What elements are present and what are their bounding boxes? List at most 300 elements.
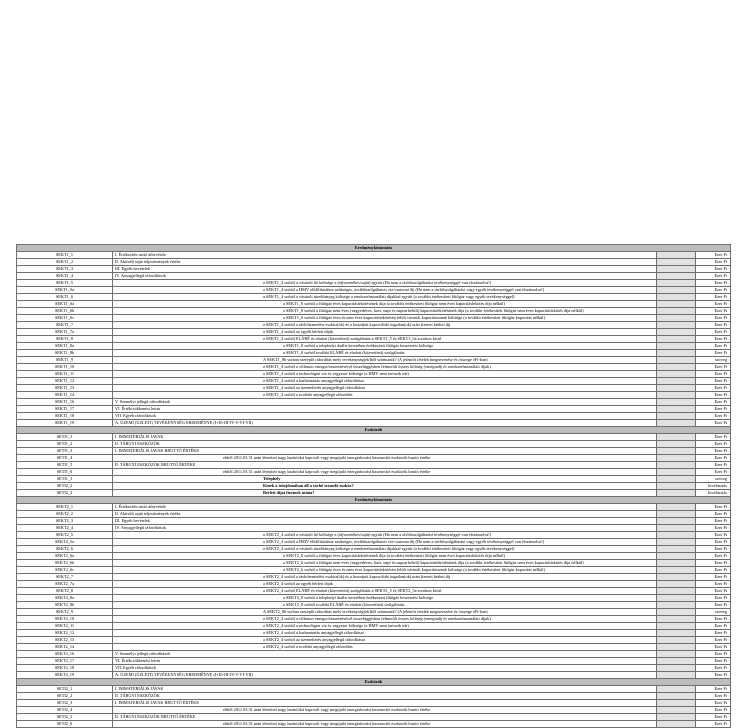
row-unit: Ezer Ft	[696, 644, 731, 651]
row-unit: Ezer Ft	[696, 588, 731, 595]
row-unit: Ezer Ft	[696, 343, 731, 350]
row-unit: Ezer Ft	[696, 252, 731, 259]
row-description: a SEKT2_4 sorból a vásárolt tüzelőanyag költsége a rendszerhasználati díjakkal együtt (a további értékesített fűtőgáz vagy egyéb tevékenységgel)	[113, 546, 657, 553]
table-row	[17, 630, 731, 637]
data-sheet-body	[17, 245, 731, 728]
value-input-cell[interactable]	[657, 371, 696, 378]
table-row	[17, 665, 731, 672]
row-unit: Ezer Ft	[696, 574, 731, 581]
row-description: a SEKT2_8 sorból további ELÁBÉ és eladott (közvetített) szolgáltatás	[113, 602, 657, 609]
table-row	[17, 350, 731, 357]
value-input-cell[interactable]	[657, 378, 696, 385]
row-code: SEKT1_8b	[17, 350, 113, 357]
row-unit: Ezer Ft	[696, 371, 731, 378]
value-input-cell[interactable]	[657, 539, 696, 546]
value-input-cell[interactable]	[657, 469, 696, 476]
value-input-cell[interactable]	[657, 483, 696, 490]
table-row	[17, 483, 731, 490]
row-description: II. Aktivált saját teljesítmények értéke	[113, 259, 657, 266]
row-unit: Ezer Ft	[696, 301, 731, 308]
row-unit: Ezer Ft	[696, 700, 731, 707]
table-row	[17, 525, 731, 532]
table-row	[17, 539, 731, 546]
row-unit: Ezer Ft	[696, 616, 731, 623]
value-input-cell[interactable]	[657, 637, 696, 644]
value-input-cell[interactable]	[657, 420, 696, 427]
row-unit: Ezer Ft	[696, 329, 731, 336]
row-unit: Ezer Ft	[696, 294, 731, 301]
table-row	[17, 637, 731, 644]
row-code: SEKT1_6	[17, 294, 113, 301]
row-description: II. TÁRGYI ESZKÖZÖK BRUTTÓ ÉRTÉKE	[113, 462, 657, 469]
row-unit: Ezer Ft	[696, 658, 731, 665]
row-code: SETI2_5	[17, 714, 113, 721]
row-code: SEKT1_14	[17, 392, 113, 399]
row-unit: szöveg	[696, 609, 731, 616]
value-input-cell[interactable]	[657, 406, 696, 413]
row-description: a SEKT2_4 sorból a karbantartás anyagjellegű ráfordításai	[113, 630, 657, 637]
value-input-cell[interactable]	[657, 518, 696, 525]
value-input-cell[interactable]	[657, 441, 696, 448]
value-input-cell[interactable]	[657, 560, 696, 567]
table-row	[17, 343, 731, 350]
row-unit: Ezer Ft	[696, 672, 731, 679]
value-input-cell[interactable]	[657, 308, 696, 315]
row-code: SEKT2_7	[17, 574, 113, 581]
row-code: SETI2_4	[17, 707, 113, 714]
row-description: A SEKT1_8b sorban szereplő ráfordítás mely tevékenység(ek)ből származik? (A jelentős tételek megnevezése és összege eFt-ban)	[113, 357, 657, 364]
row-code: SEKT1_17	[17, 406, 113, 413]
row-description: A SEKT2_8b sorban szereplő ráfordítás mely tevékenység(ek)ből származik? (A jelentős tételek megnevezése és összege eFt-ban)	[113, 609, 657, 616]
row-unit: Ezer Ft	[696, 721, 731, 728]
row-code: SETI1_2	[17, 441, 113, 448]
row-code: SEKT1_7a	[17, 329, 113, 336]
row-code: SETI1_4	[17, 455, 113, 462]
row-code: SEKT1_10	[17, 364, 113, 371]
table-row	[17, 371, 731, 378]
value-input-cell[interactable]	[657, 266, 696, 273]
row-unit: Ezer Ft	[696, 469, 731, 476]
row-code: SETI1_1	[17, 476, 113, 483]
value-input-cell[interactable]	[657, 490, 696, 497]
row-description: I. IMMATERIÁLIS JAVAK BRUTTÓ ÉRTÉKE	[113, 448, 657, 455]
row-code: SETI1_5	[17, 462, 113, 469]
row-unit: Ezer Ft	[696, 336, 731, 343]
value-input-cell[interactable]	[657, 448, 696, 455]
row-code: SEKT2_6c	[17, 567, 113, 574]
value-input-cell[interactable]	[657, 567, 696, 574]
section-header	[17, 679, 731, 686]
row-code: SEKT2_6	[17, 546, 113, 553]
table-row	[17, 560, 731, 567]
table-row	[17, 511, 731, 518]
value-input-cell[interactable]	[657, 700, 696, 707]
table-row	[17, 707, 731, 714]
table-row	[17, 455, 731, 462]
row-description: a SEKT1_4 sorból a karbantartás anyagjellegű ráfordításai	[113, 378, 657, 385]
row-code: SEKT2_12	[17, 630, 113, 637]
row-unit: Ezer Ft	[696, 462, 731, 469]
row-code: SEKT2_4	[17, 525, 113, 532]
value-input-cell[interactable]	[657, 721, 696, 728]
table-row	[17, 406, 731, 413]
row-unit: szöveg	[696, 476, 731, 483]
row-code: SEKT1_2	[17, 259, 113, 266]
row-code: SEKT1_18	[17, 413, 113, 420]
value-input-cell[interactable]	[657, 357, 696, 364]
table-row	[17, 651, 731, 658]
table-row	[17, 504, 731, 511]
section-title: Eredménykimutatás	[17, 497, 731, 504]
row-unit: Ezer Ft	[696, 273, 731, 280]
row-code: SEKT2_9	[17, 609, 113, 616]
value-input-cell[interactable]	[657, 301, 696, 308]
table-row	[17, 602, 731, 609]
row-unit: Ezer Ft	[696, 259, 731, 266]
row-code: SEKT2_18	[17, 665, 113, 672]
row-code: SEKT1_12	[17, 378, 113, 385]
value-input-cell[interactable]	[657, 672, 696, 679]
value-input-cell[interactable]	[657, 707, 696, 714]
row-unit: Ezer Ft	[696, 385, 731, 392]
row-description: a SEKT1_4 sorból a vásárolt hő költsége a (tájvezetékes/saját) együtt (Ha nem a távhőszolgáltatási tevékenységgel van elszámolva!)	[113, 280, 657, 287]
table-row	[17, 448, 731, 455]
value-input-cell[interactable]	[657, 280, 696, 287]
row-code: SEKT2_2	[17, 511, 113, 518]
row-code: SETI2_6	[17, 721, 113, 728]
row-code: SEKT2_13	[17, 637, 113, 644]
table-row	[17, 280, 731, 287]
row-description: a SEKT1_8 sorból további ELÁBÉ és eladott (közvetített) szolgáltatás	[113, 350, 657, 357]
row-code: SEKT1_3	[17, 266, 113, 273]
row-description: ebből 2011.03.31 után létesített nagy hatásfokú kapcsolt vagy megújuló energiaforrást hasznosító eszközök bruttó értéke	[113, 455, 657, 462]
row-description: a SEKT2_4 sorból ELÁBÉ és eladott (közvetített) szolgáltatás a SEKT2_5 és SEKT2_5a sorokon kívül	[113, 588, 657, 595]
table-row	[17, 644, 731, 651]
row-description: ebből 2011.03.31 után létesített nagy hatásfokú kapcsolt vagy megújuló energiaforrást hasznosító eszközök bruttó értéke	[113, 721, 657, 728]
row-description: a SEKT1_8 sorból a telephelyi duális keretében értékesített fűtőgáz beszerzési költsége	[113, 343, 657, 350]
row-unit: Ezer Ft	[696, 511, 731, 518]
row-description: a SEKT1_6 sorból a fűtőgáz éves és nem éves kapacitáslekötésén felüli vásárolt kapacitásainak költsége (a további értékesített fűtőgáz kapacitás nélkül)	[113, 315, 657, 322]
row-unit: Ezer Ft	[696, 623, 731, 630]
row-code: SETI1_3	[17, 448, 113, 455]
table-row	[17, 294, 731, 301]
row-code: SEKT2_5a	[17, 539, 113, 546]
value-input-cell[interactable]	[657, 609, 696, 616]
table-row	[17, 476, 731, 483]
table-row	[17, 420, 731, 427]
row-unit: Ezer Ft	[696, 504, 731, 511]
table-row	[17, 322, 731, 329]
row-unit: Ezer Ft	[696, 441, 731, 448]
row-unit: Ezer Ft	[696, 539, 731, 546]
value-input-cell[interactable]	[657, 336, 696, 343]
row-description: a SEKT2_6 sorból a fűtőgáz éves kapacitáslekötésének díja (a további értékesített fűtőgáz nem éves kapacitáslekötés díja nélkül)	[113, 553, 657, 560]
value-input-cell[interactable]	[657, 525, 696, 532]
table-row	[17, 546, 731, 553]
row-description: VI. Értékcsökkenési leírás	[113, 406, 657, 413]
value-input-cell[interactable]	[657, 259, 696, 266]
row-description: a SEKT2_4 sorból az egyéb bérleti díjak	[113, 581, 657, 588]
row-description: Kinek a tulajdonában áll a távhő termelő eszköz?	[113, 483, 657, 490]
table-row	[17, 595, 731, 602]
table-row	[17, 532, 731, 539]
value-input-cell[interactable]	[657, 462, 696, 469]
row-unit: Ezer Ft	[696, 315, 731, 322]
row-description: I. Értékesítés nettó árbevétele	[113, 252, 657, 259]
row-code: SEKT2_6b	[17, 560, 113, 567]
row-code: SEKT1_19	[17, 420, 113, 427]
value-input-cell[interactable]	[657, 616, 696, 623]
row-unit: Ezer Ft	[696, 399, 731, 406]
row-code: SEKT2_8b	[17, 602, 113, 609]
table-row	[17, 315, 731, 322]
row-description: VII. Egyéb ráfordítások	[113, 413, 657, 420]
row-unit: Ezer Ft	[696, 364, 731, 371]
row-code: SEKT1_4	[17, 273, 113, 280]
row-description: a SEKT2_4 sorból a távhőtermelési eszköz(ök) és a hozzájuk kapcsolódó ingatlan(ok) után fizetett bérleti díj	[113, 574, 657, 581]
row-code: SEKT1_7	[17, 322, 113, 329]
value-input-cell[interactable]	[657, 315, 696, 322]
value-input-cell[interactable]	[657, 413, 696, 420]
row-description: a SEKT2_4 sorból a villamos energia beszerzésével összefüggésben felmerült összes költség (energiadíj és rendszerhasználati díjak)	[113, 616, 657, 623]
row-code: SEKT2_1	[17, 504, 113, 511]
row-description: III. Egyéb bevételek	[113, 266, 657, 273]
row-description: IV. Anyagjellegű ráfordítások	[113, 525, 657, 532]
row-code: SEKT2_8a	[17, 595, 113, 602]
row-code: SEKT2_17	[17, 658, 113, 665]
table-row	[17, 252, 731, 259]
row-code: SEKT1_5	[17, 280, 113, 287]
row-code: SEKT2_7a	[17, 581, 113, 588]
value-input-cell[interactable]	[657, 364, 696, 371]
row-unit: szöveg	[696, 357, 731, 364]
row-unit: Ezer Ft	[696, 434, 731, 441]
row-description: V. Személyi jellegű ráfordítások	[113, 399, 657, 406]
value-input-cell[interactable]	[657, 546, 696, 553]
value-input-cell[interactable]	[657, 252, 696, 259]
row-description: II. TÁRGYI ESZKÖZÖK	[113, 693, 657, 700]
table-row	[17, 385, 731, 392]
table-row	[17, 392, 731, 399]
table-row	[17, 266, 731, 273]
row-unit: Ezer Ft	[696, 707, 731, 714]
row-unit: Ezer Ft	[696, 637, 731, 644]
row-unit: Ezer Ft	[696, 378, 731, 385]
table-row	[17, 490, 731, 497]
row-description: II. Aktivált saját teljesítmények értéke	[113, 511, 657, 518]
section-title: Eszközök	[17, 679, 731, 686]
row-description: II. TÁRGYI ESZKÖZÖK	[113, 441, 657, 448]
row-description: II. TÁRGYI ESZKÖZÖK BRUTTÓ ÉRTÉKE	[113, 714, 657, 721]
row-unit: Ezer Ft	[696, 630, 731, 637]
table-row	[17, 616, 731, 623]
row-code: SETI2_3	[17, 490, 113, 497]
value-input-cell[interactable]	[657, 287, 696, 294]
value-input-cell[interactable]	[657, 693, 696, 700]
row-description: A. ÜZEMI (ÜZLETI) TEVÉKENYSÉG EREDMÉNYE (I+II+III-IV-V-VI-VII)	[113, 420, 657, 427]
value-input-cell[interactable]	[657, 532, 696, 539]
row-description: a SEKT1_4 sorból ELÁBÉ és eladott (közvetített) szolgáltatás a SEKT1_5 és SEKT1_5a sorokon kívül	[113, 336, 657, 343]
table-row	[17, 378, 731, 385]
table-row	[17, 259, 731, 266]
table-row	[17, 357, 731, 364]
row-description: I. IMMATERIÁLIS JAVAK BRUTTÓ ÉRTÉKE	[113, 700, 657, 707]
row-description: a SEKT1_4 sorból az üzemeltetés anyagjellegű ráfordításai	[113, 385, 657, 392]
row-code: SEKT2_11	[17, 623, 113, 630]
value-input-cell[interactable]	[657, 602, 696, 609]
value-input-cell[interactable]	[657, 434, 696, 441]
table-row	[17, 301, 731, 308]
table-row	[17, 308, 731, 315]
section-title: Eredménykimutatás	[17, 245, 731, 252]
row-unit: kiválasztás	[696, 490, 731, 497]
row-code: SETI2_2	[17, 483, 113, 490]
row-description: a SEKT1_6 sorból a fűtőgáz nem éves (negyedéves, havi, napi és napon belüli) kapacitáslekötésének díja (a további értékesített fűtőgáz nem éves kapacitáslekötés díja nélkül)	[113, 308, 657, 315]
value-input-cell[interactable]	[657, 581, 696, 588]
row-unit: Ezer Ft	[696, 665, 731, 672]
value-input-cell[interactable]	[657, 623, 696, 630]
table-row	[17, 609, 731, 616]
row-description: a SEKT2_4 sorból az üzemeltetés anyagjellegű ráfordításai	[113, 637, 657, 644]
table-row	[17, 588, 731, 595]
row-code: SEKT2_6a	[17, 553, 113, 560]
row-unit: Ezer Ft	[696, 287, 731, 294]
value-input-cell[interactable]	[657, 511, 696, 518]
value-input-cell[interactable]	[657, 644, 696, 651]
value-input-cell[interactable]	[657, 588, 696, 595]
row-unit: kiválasztás	[696, 483, 731, 490]
table-row	[17, 462, 731, 469]
value-input-cell[interactable]	[657, 294, 696, 301]
row-description: a SEKT1_4 sorból a vásárolt tüzelőanyag költsége a rendszerhasználati díjakkal együtt (a további értékesített fűtőgáz vagy egyéb tevékenységgel)	[113, 294, 657, 301]
value-input-cell[interactable]	[657, 714, 696, 721]
table-row	[17, 574, 731, 581]
row-unit: Ezer Ft	[696, 448, 731, 455]
row-description: IV. Anyagjellegű ráfordítások	[113, 273, 657, 280]
row-code: SEKT2_19	[17, 672, 113, 679]
row-unit: Ezer Ft	[696, 714, 731, 721]
row-unit: Ezer Ft	[696, 525, 731, 532]
value-input-cell[interactable]	[657, 399, 696, 406]
value-input-cell[interactable]	[657, 665, 696, 672]
row-code: SEKT2_10	[17, 616, 113, 623]
row-description: Telephely	[113, 476, 657, 483]
row-description: VII. Egyéb ráfordítások	[113, 665, 657, 672]
data-sheet-table	[16, 244, 731, 728]
row-unit: Ezer Ft	[696, 651, 731, 658]
row-code: SEKT1_11	[17, 371, 113, 378]
row-description: ebből 2011.03.31 után létesített nagy hatásfokú kapcsolt vagy megújuló energiaforrást hasznosító eszközök bruttó értéke	[113, 469, 657, 476]
value-input-cell[interactable]	[657, 651, 696, 658]
row-unit: Ezer Ft	[696, 420, 731, 427]
value-input-cell[interactable]	[657, 343, 696, 350]
value-input-cell[interactable]	[657, 553, 696, 560]
row-unit: Ezer Ft	[696, 392, 731, 399]
row-unit: Ezer Ft	[696, 693, 731, 700]
row-description: a SEKT1_4 sorból a technológiai víz és vegyszer költsége (a HMV nem tartozik ide)	[113, 371, 657, 378]
row-description: a SEKT2_8 sorból a telephelyi duális keretében értékesített fűtőgáz beszerzési költsége	[113, 595, 657, 602]
value-input-cell[interactable]	[657, 273, 696, 280]
row-description: VI. Értékcsökkenési leírás	[113, 658, 657, 665]
value-input-cell[interactable]	[657, 329, 696, 336]
value-input-cell[interactable]	[657, 574, 696, 581]
row-code: SETI2_3	[17, 700, 113, 707]
value-input-cell[interactable]	[657, 595, 696, 602]
row-code: SEKT1_13	[17, 385, 113, 392]
row-description: V. Személyi jellegű ráfordítások	[113, 651, 657, 658]
value-input-cell[interactable]	[657, 350, 696, 357]
row-code: SEKT2_8	[17, 588, 113, 595]
table-row	[17, 287, 731, 294]
row-code: SEKT2_14	[17, 644, 113, 651]
row-unit: Ezer Ft	[696, 406, 731, 413]
row-code: SEKT1_6a	[17, 301, 113, 308]
value-input-cell[interactable]	[657, 392, 696, 399]
row-description: a SEKT2_4 sorból a vásárolt hő költsége a (tájvezetékes/saját) együtt (Ha nem a távhőszolgáltatási tevékenységgel van elszámolva!)	[113, 532, 657, 539]
table-row	[17, 553, 731, 560]
row-unit: Ezer Ft	[696, 686, 731, 693]
table-row	[17, 693, 731, 700]
row-code: SEKT1_9	[17, 357, 113, 364]
table-row	[17, 700, 731, 707]
row-description: a SEKT2_4 sorból a technológiai víz és vegyszer költsége (a HMV nem tartozik ide)	[113, 623, 657, 630]
row-code: SETI1_6	[17, 469, 113, 476]
row-unit: Ezer Ft	[696, 560, 731, 567]
table-row	[17, 413, 731, 420]
row-code: SEKT2_16	[17, 651, 113, 658]
row-description: a SEKT2_4 sorból a HMV előállításához szükséges, továbbszolgáltatott víz-csatorna díj (Ha nem a távhőszolgáltatási vagy egyéb tevékenységgel van elszámolva!)	[113, 539, 657, 546]
row-code: SEKT1_16	[17, 399, 113, 406]
row-description: Bérleti díjat fizetnek utána?	[113, 490, 657, 497]
table-row	[17, 336, 731, 343]
row-description: I. Értékesítés nettó árbevétele	[113, 504, 657, 511]
value-input-cell[interactable]	[657, 476, 696, 483]
table-row	[17, 567, 731, 574]
row-unit: Ezer Ft	[696, 581, 731, 588]
value-input-cell[interactable]	[657, 322, 696, 329]
row-code: SEKT1_6c	[17, 315, 113, 322]
row-code: SEKT1_5a	[17, 287, 113, 294]
table-row	[17, 658, 731, 665]
row-unit: Ezer Ft	[696, 546, 731, 553]
value-input-cell[interactable]	[657, 658, 696, 665]
row-description: a SEKT2_6 sorból a fűtőgáz nem éves (negyedéves, havi, napi és napon belüli) kapacitáslekötésének díja (a további értékesített fűtőgáz nem éves kapacitáslekötés díja nélkül)	[113, 560, 657, 567]
table-row	[17, 364, 731, 371]
row-code: SEKT2_3	[17, 518, 113, 525]
row-code: SETI2_1	[17, 686, 113, 693]
row-description: a SEKT1_4 sorból a HMV előállításához szükséges, továbbszolgáltatott víz-csatorna díj (Ha nem a távhőszolgáltatási vagy egyéb tevékenységgel van elszámolva!)	[113, 287, 657, 294]
table-row	[17, 399, 731, 406]
table-row	[17, 721, 731, 728]
value-input-cell[interactable]	[657, 504, 696, 511]
value-input-cell[interactable]	[657, 686, 696, 693]
row-code: SETI1_1	[17, 434, 113, 441]
value-input-cell[interactable]	[657, 455, 696, 462]
row-unit: Ezer Ft	[696, 266, 731, 273]
row-unit: Ezer Ft	[696, 595, 731, 602]
row-unit: Ezer Ft	[696, 280, 731, 287]
section-header	[17, 427, 731, 434]
row-code: SEKT1_8a	[17, 343, 113, 350]
table-row	[17, 581, 731, 588]
row-unit: Ezer Ft	[696, 308, 731, 315]
table-row	[17, 441, 731, 448]
table-row	[17, 329, 731, 336]
value-input-cell[interactable]	[657, 385, 696, 392]
row-unit: Ezer Ft	[696, 413, 731, 420]
value-input-cell[interactable]	[657, 630, 696, 637]
row-code: SEKT1_6b	[17, 308, 113, 315]
